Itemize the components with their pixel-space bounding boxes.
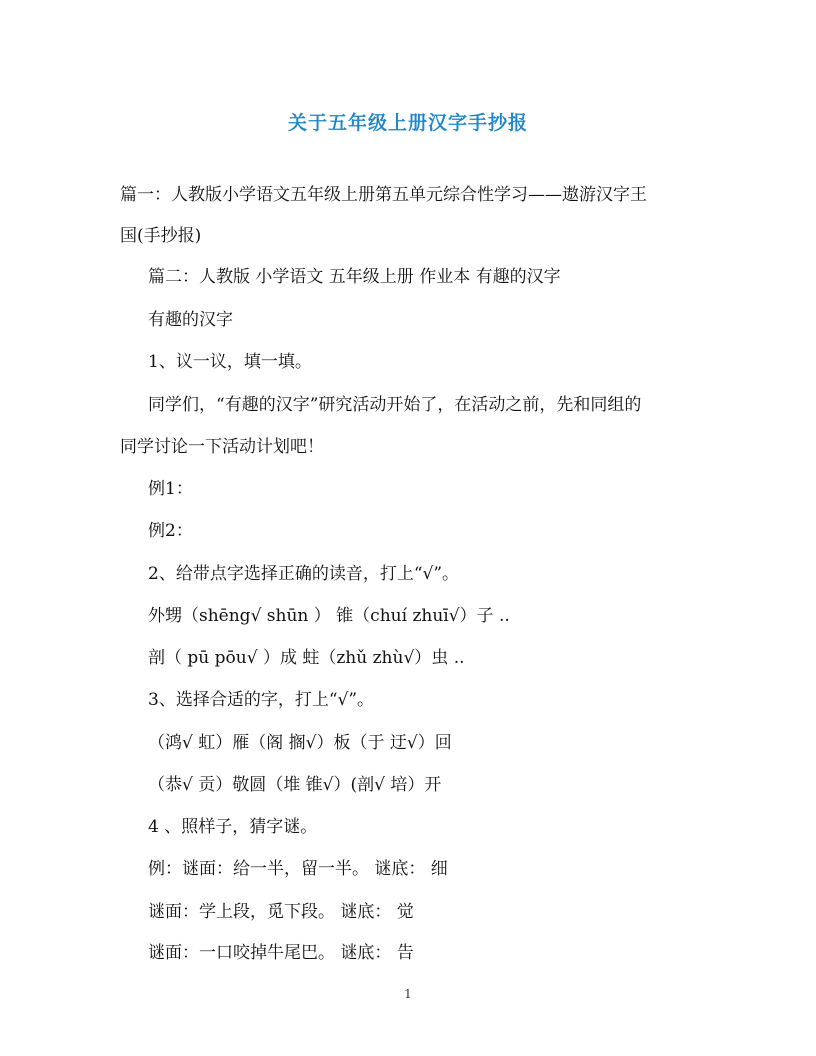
text-line: 1、议一议，填一填。 [148,352,312,372]
text-line: 同学讨论一下活动计划吧！ [120,437,324,457]
text-line: 例：谜面：给一半，留一半。 谜底： 细 [148,859,448,879]
text-line: 国(手抄报) [120,226,202,246]
text-line: 篇二：人教版 小学语文 五年级上册 作业本 有趣的汉字 [148,267,561,287]
document-title: 关于五年级上册汉字手抄报 [287,112,528,134]
text-line: 剖（ pū pōu√ ）成 蛀（zhǔ zhù√）虫 .. [148,648,465,668]
text-line: 例1： [148,479,193,499]
text-line: 谜面：学上段，觅下段。 谜底： 觉 [148,902,414,922]
text-line: 3、选择合适的字，打上“√”。 [148,690,375,710]
text-line: 4 、照样子，猜字谜。 [148,817,318,837]
page-number: 1 [404,987,412,1001]
text-line: （恭√ 贡）敬圆（堆 锥√）(剖√ 培）开 [148,775,442,795]
text-line: 同学们，“有趣的汉字”研究活动开始了，在活动之前，先和同组的 [148,395,642,415]
text-line: 有趣的汉字 [148,310,233,330]
text-line: 例2： [148,521,193,541]
text-line: 外甥（shēng√ shūn ） 锥（chuí zhuī√）子 .. [148,606,510,626]
text-line: （鸿√ 虹）雁（阁 搁√）板（于 迂√）回 [148,733,452,753]
text-line: 篇一：人教版小学语文五年级上册第五单元综合性学习——遨游汉字王 [120,185,647,205]
text-line: 2、给带点字选择正确的读音，打上“√”。 [148,564,460,584]
text-line: 谜面：一口咬掉牛尾巴。 谜底： 告 [148,943,414,963]
